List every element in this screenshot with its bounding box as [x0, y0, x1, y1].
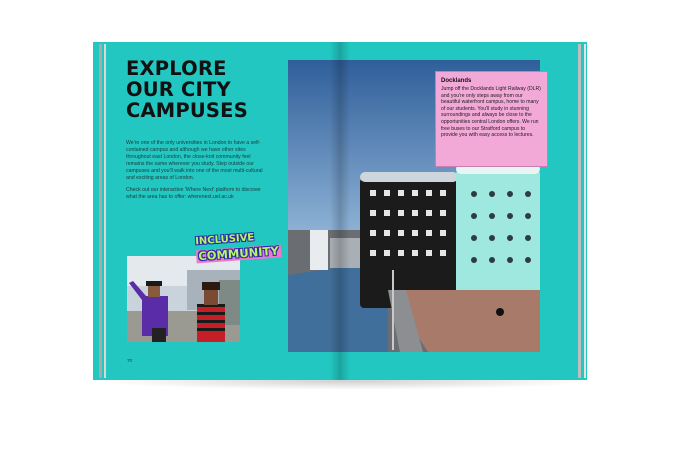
headline-line: EXPLORE: [126, 57, 227, 80]
students-photo: [127, 256, 240, 342]
headline-line: CAMPUSES: [126, 99, 248, 122]
intro-paragraph-link: Check out our interactive 'Where Next' platform to discover what the area has to offer: wherenext.uel.ac.uk: [126, 187, 261, 200]
page-edge: [578, 44, 581, 378]
book-gutter: [330, 42, 350, 380]
page-number: 70: [127, 358, 133, 363]
info-title: Docklands: [441, 78, 472, 84]
sticker-line: INCLUSIVE: [194, 232, 255, 248]
page-edge: [104, 44, 106, 378]
docklands-info-box: [435, 71, 548, 167]
intro-paragraph: We're one of the only universities in London to have a self-contained campus and although we have other sites throughout east London, the close-knit community feel remains the same wherever you study. Step outside our campuses and you'll walk into one of the most multi-cultural and exciting areas of London.: [126, 140, 263, 181]
page-edge: [99, 44, 102, 378]
sticker-line: COMMUNITY: [197, 243, 280, 264]
inclusive-community-sticker: [194, 232, 280, 271]
headline-line: OUR CITY: [126, 78, 231, 101]
page-title: [126, 58, 276, 121]
page-edge: [584, 44, 586, 378]
info-body: Jump off the Docklands Light Railway (DLR) and you're only steps away from our beautiful waterfront campus, home to many of our students. You'll study in stunning surroundings and always be close to the opportunities central London offers. We run free buses to our Stratford campus to provide you with easy access to lectures.: [441, 86, 541, 139]
intro-text: [126, 140, 268, 206]
